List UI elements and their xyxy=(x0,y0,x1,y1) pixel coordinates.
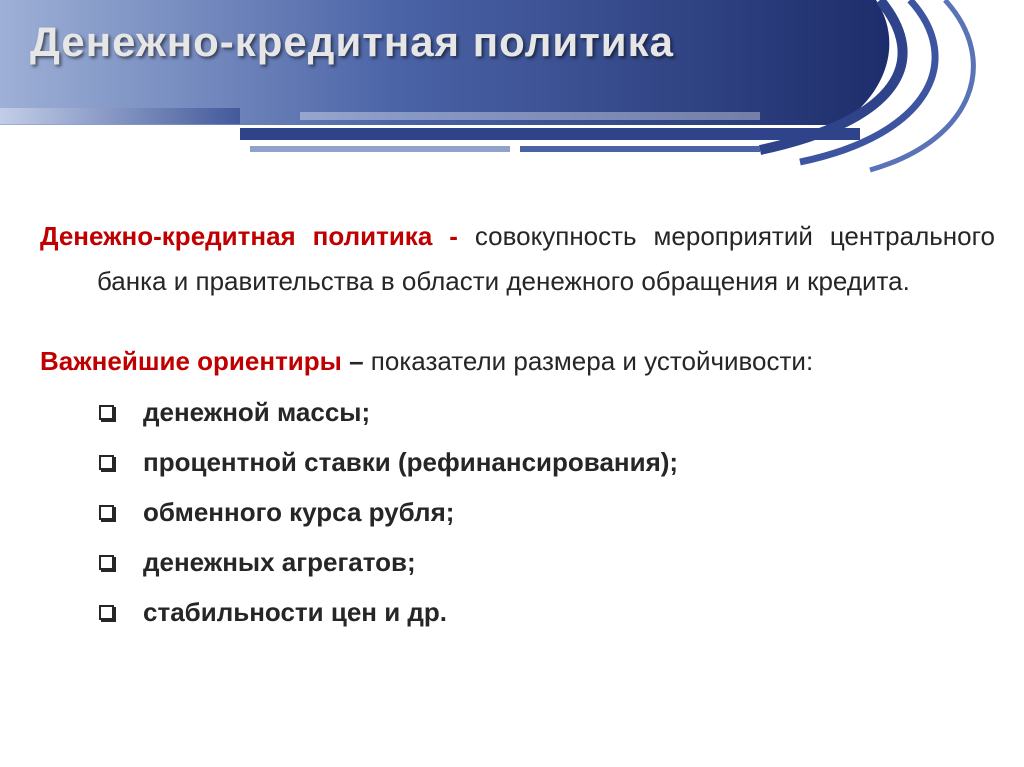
list-item xyxy=(99,387,995,437)
landmarks-paragraph xyxy=(40,339,995,384)
checkbox-icon xyxy=(99,455,114,470)
stripe-1 xyxy=(0,108,240,124)
stripe-2 xyxy=(240,128,860,140)
list-item xyxy=(99,537,995,587)
list-item-text: денежных агрегатов; xyxy=(143,546,416,577)
checkbox-icon xyxy=(99,505,114,520)
content-area xyxy=(40,214,995,637)
checkbox-icon xyxy=(99,605,114,620)
definition-term: Денежно-кредитная политика - xyxy=(40,221,458,251)
stripe-4 xyxy=(520,146,760,152)
stripe-5 xyxy=(300,112,760,120)
list-item xyxy=(99,437,995,487)
landmarks-intro: показатели размера и устойчивости: xyxy=(363,346,814,376)
landmarks-list xyxy=(40,387,995,637)
list-item-text: процентной ставки (рефинансирования); xyxy=(143,446,679,477)
landmarks-heading: Важнейшие ориентиры xyxy=(40,346,342,376)
definition-text: совокупность мероприятий центрального банка и правительства в области денежного обращения и кредита. xyxy=(97,221,995,296)
checkbox-icon xyxy=(99,405,114,420)
definition-paragraph xyxy=(40,214,995,304)
list-item-text: денежной массы; xyxy=(143,396,371,427)
list-item-text: стабильности цен и др. xyxy=(143,596,448,627)
checkbox-icon xyxy=(99,555,114,570)
slide-title: Денежно-кредитная политика xyxy=(30,18,674,65)
stripe-3 xyxy=(250,146,510,152)
landmarks-dash: – xyxy=(341,346,364,376)
list-item xyxy=(99,487,995,537)
list-item xyxy=(99,587,995,637)
list-item-text: обменного курса рубля; xyxy=(143,496,455,527)
